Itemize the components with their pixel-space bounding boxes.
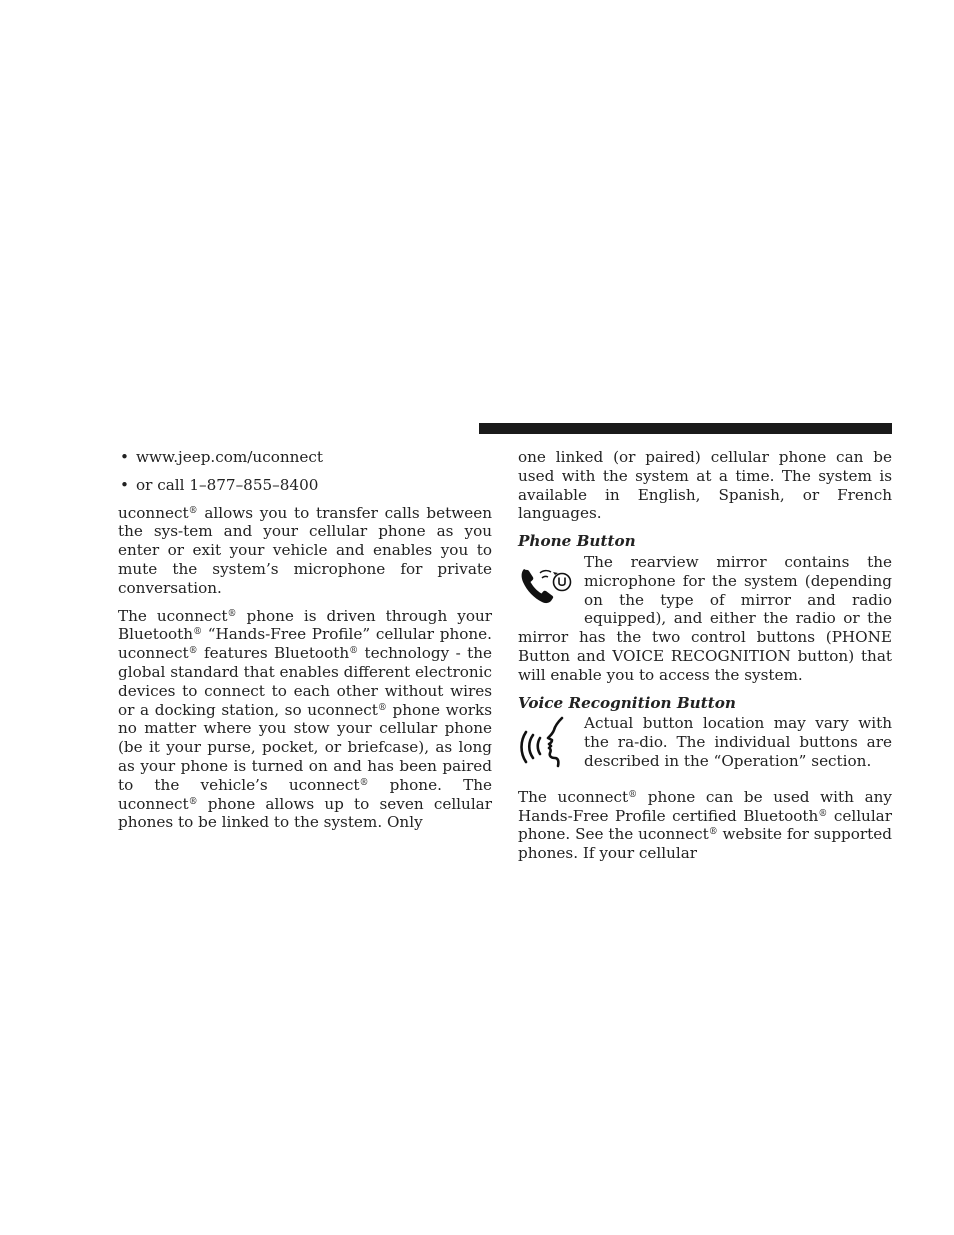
bullet-dot: • [120,448,129,466]
registered-mark: ® [188,505,198,516]
registered-mark: ® [628,789,638,800]
phone-button-icon [518,555,576,611]
bullet-phone-number [118,476,492,495]
registered-mark: ® [193,627,203,638]
heading-phone-button: Phone Button [518,532,636,551]
paragraph-supported-phones: The uconnect® phone can be used with any Hands-Free Profile certified Bluetooth® cellular phone. See the uconnect® website for supported phones. If your cellular [518,787,893,863]
section-header-bar [479,423,892,434]
registered-mark: ® [227,608,237,619]
registered-mark: ® [818,808,828,819]
registered-mark: ® [359,777,369,788]
voice-recognition-icon [518,716,576,772]
registered-mark: ® [188,646,198,657]
bullet-dot: • [120,475,129,494]
heading-voice-recognition-button: Voice Recognition Button [518,693,736,712]
paragraph-bluetooth-overview: The uconnect® phone is driven through your Bluetooth® “Hands-Free Profile” cellular phone. uconnect® features Bluetooth® technology - the global standard that enables different electronic devices to connect to each other without wires or a docking station, so uconnect® phone works no matter where you stow your cellular phone (be it your purse, pocket, or briefcase), as long as your phone is turned on and has been paired to the vehicle’s uconnect® phone. The uconnect® phone allows up to seven cellular phones to be linked to the system. Only [118,606,493,832]
voice-button-description: Actual button location may vary with the ra-dio. The individual buttons are described in the “Operation” section. [584,714,892,770]
bullet-text-phone: or call 1–877–855–8400 [136,475,319,494]
bullet-text-website: www.jeep.com/uconnect [136,448,324,466]
phone-button-description: The rearview mirror contains the microphone for the system (depending on the type of mirror and radio equipped), and either the radio or the mirror has the two control buttons (PHONE Button and VOICE RECOGNITION button) that will enable you to access the system. [518,552,892,684]
left-column [118,448,492,841]
paragraph-linked-phone: one linked (or paired) cellular phone can be used with the system at a time. The system is available in English, Spanish, or French languages. [518,448,892,523]
right-column [518,448,892,872]
registered-mark: ® [188,796,198,807]
registered-mark: ® [377,702,387,713]
registered-mark: ® [708,827,718,838]
paragraph-transfer-calls: uconnect® allows you to transfer calls between the sys-tem and your cellular phone as you enter or exit your vehicle and enables you to mute the system’s microphone for private conversation. [118,503,492,597]
phone-button-section [518,553,892,685]
voice-button-section [518,714,892,770]
registered-mark: ® [349,646,359,657]
bullet-website [118,448,492,467]
